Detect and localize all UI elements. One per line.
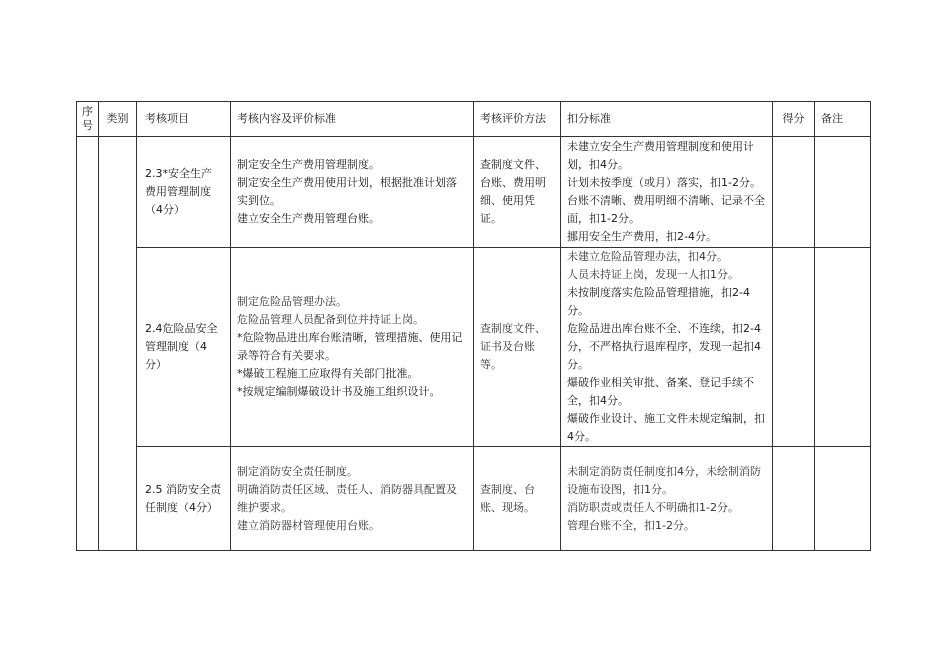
item-text: 2.3*安全生产费用管理制度（4分） <box>145 167 212 216</box>
content-cell <box>231 248 474 447</box>
deduction-line: 人员未持证上岗，发现一人扣1分。 <box>567 268 739 281</box>
deduction-line: 未制定消防责任制度扣4分，未绘制消防设施布设图，扣1分。 <box>567 464 761 496</box>
method-text: 查制度文件、证书及台账等。 <box>480 322 546 371</box>
table-row <box>77 248 871 447</box>
header-content: 考核内容及评价标准 <box>231 102 474 137</box>
method-cell <box>474 447 561 551</box>
note-cell <box>815 248 871 447</box>
index-cell <box>77 137 99 551</box>
content-line: *按规定编制爆破设计书及施工组织设计。 <box>237 385 441 398</box>
deduction-line: 未按制度落实危险品管理措施，扣2-4分。 <box>567 286 750 317</box>
deduction-line: 计划未按季度（或月）落实，扣1-2分。 <box>567 176 761 189</box>
score-cell <box>773 248 815 447</box>
deduction-line: 危险品进出库台账不全、不连续，扣2-4分，不严格执行退库程序，发现一起扣4分。 <box>567 322 761 371</box>
header-category: 类别 <box>99 102 137 137</box>
item-cell <box>137 137 231 248</box>
header-score: 得分 <box>773 102 815 137</box>
deduction-line: 未建立危险品管理办法，扣4分。 <box>567 250 728 263</box>
content-line: 制定安全生产费用管理制度。 <box>237 158 380 171</box>
deduction-line: 台账不清晰、费用明细不清晰、记录不全面，扣1-2分。 <box>567 194 765 225</box>
content-line: 建立消防器材管理使用台账。 <box>237 518 380 532</box>
method-cell <box>474 137 561 248</box>
header-item: 考核项目 <box>137 102 231 137</box>
table-row <box>77 137 871 248</box>
assessment-table <box>76 101 871 551</box>
content-line: 建立安全生产费用管理台账。 <box>237 212 380 225</box>
note-cell <box>815 447 871 551</box>
table-row <box>77 447 871 551</box>
deduction-cell <box>561 447 773 551</box>
content-line: 危险品管理人员配备到位并持证上岗。 <box>237 313 424 326</box>
method-text: 查制度文件、台账、费用明细、使用凭证。 <box>480 158 546 225</box>
score-cell <box>773 447 815 551</box>
deduction-line: 爆破作业设计、施工文件未规定编制，扣4分。 <box>567 412 765 443</box>
content-line: *危险物品进出库台账清晰，管理措施、使用记录等符合有关要求。 <box>237 331 463 362</box>
content-line: 制定消防安全责任制度。 <box>237 464 358 478</box>
method-cell <box>474 248 561 447</box>
content-line: 制定危险品管理办法。 <box>237 295 347 308</box>
content-cell <box>231 137 474 248</box>
content-line: *爆破工程施工应取得有关部门批准。 <box>237 367 419 380</box>
header-deduction: 扣分标准 <box>561 102 773 137</box>
deduction-cell <box>561 248 773 447</box>
deduction-line: 管理台账不全，扣1-2分。 <box>567 518 695 532</box>
header-index: 序号 <box>77 102 99 137</box>
deduction-line: 爆破作业相关审批、备案、登记手续不全，扣4分。 <box>567 376 754 407</box>
header-row <box>77 102 871 137</box>
deduction-line: 未建立安全生产费用管理制度和使用计划，扣4分。 <box>567 140 754 171</box>
content-cell <box>231 447 474 551</box>
item-text: 2.4危险品安全管理制度（4分） <box>145 322 218 371</box>
header-method: 考核评价方法 <box>474 102 561 137</box>
category-cell <box>99 137 137 551</box>
content-line: 制定安全生产费用使用计划，根据批准计划落实到位。 <box>237 176 457 207</box>
deduction-line: 挪用安全生产费用，扣2-4分。 <box>567 230 717 243</box>
header-note: 备注 <box>815 102 871 137</box>
item-cell <box>137 248 231 447</box>
score-cell <box>773 137 815 248</box>
note-cell <box>815 137 871 248</box>
deduction-line: 消防职责或责任人不明确扣1-2分。 <box>567 500 739 514</box>
deduction-cell <box>561 137 773 248</box>
item-text: 2.5 消防安全责任制度（4分） <box>145 482 221 514</box>
item-cell <box>137 447 231 551</box>
method-text: 查制度、台账、现场。 <box>480 482 535 514</box>
content-line: 明确消防责任区域、责任人、消防器具配置及维护要求。 <box>237 482 457 514</box>
